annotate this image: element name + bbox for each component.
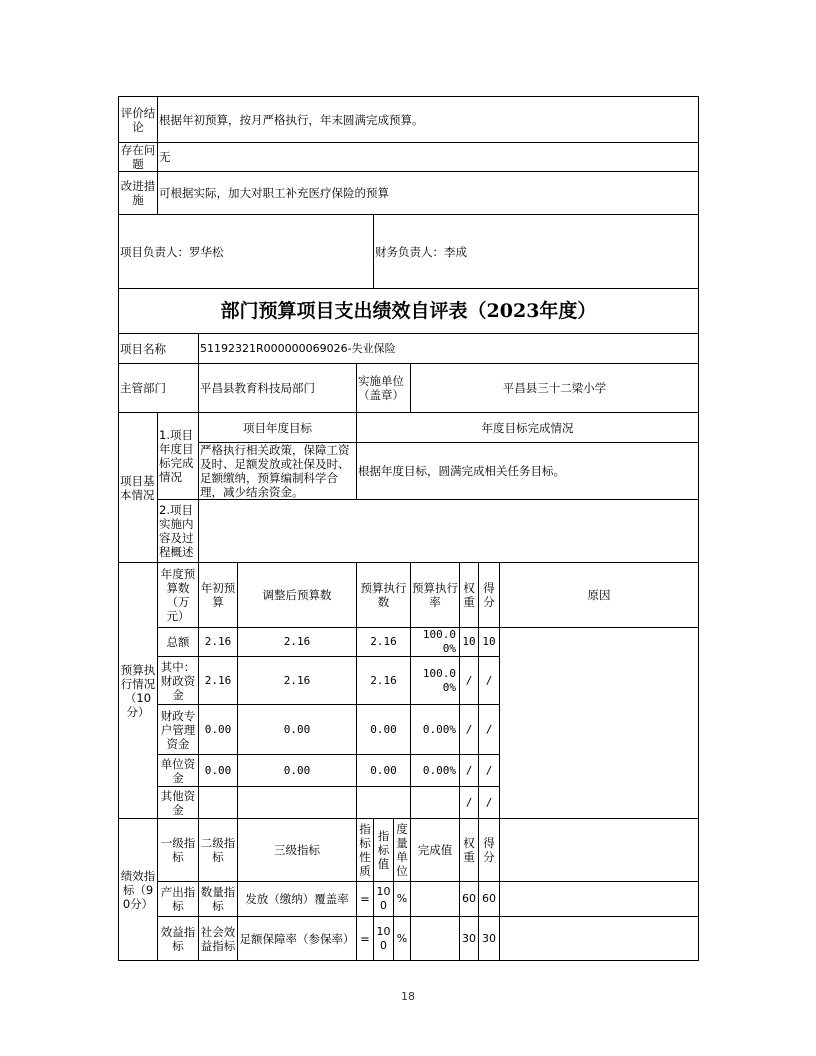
basic-header-row bbox=[119, 413, 699, 443]
budget-row-name: 其他资金 bbox=[158, 787, 199, 819]
perf-done bbox=[411, 882, 460, 917]
budget-adjusted: 2.16 bbox=[238, 657, 357, 705]
perf-header: 权重 bbox=[460, 819, 479, 882]
budget-score: 10 bbox=[479, 628, 500, 657]
perf-header: 得分 bbox=[479, 819, 500, 882]
budget-initial bbox=[199, 787, 238, 819]
budget-header: 预算执行数 bbox=[357, 563, 411, 628]
basic-row1-label: 1.项目年度目标完成情况 bbox=[158, 413, 199, 500]
project-leader: 项目负责人：罗华松 bbox=[119, 215, 374, 289]
conclusion-label: 评价结论 bbox=[119, 97, 158, 143]
perf-row bbox=[119, 917, 699, 961]
budget-rate: 0.00% bbox=[411, 705, 460, 755]
impl-unit-label: 实施单位（盖章） bbox=[357, 364, 411, 413]
perf-nature: = bbox=[357, 882, 374, 917]
perf-unit: % bbox=[394, 917, 411, 961]
perf-l1: 效益指标 bbox=[158, 917, 199, 961]
budget-row-name: 总额 bbox=[158, 628, 199, 657]
perf-unit: % bbox=[394, 882, 411, 917]
budget-header: 得分 bbox=[479, 563, 500, 628]
perf-l2: 社会效益指标 bbox=[199, 917, 238, 961]
perf-weight: 30 bbox=[460, 917, 479, 961]
budget-adjusted: 0.00 bbox=[238, 755, 357, 787]
improve-label: 改进措施 bbox=[119, 172, 158, 215]
budget-adjusted: 2.16 bbox=[238, 628, 357, 657]
budget-row-name: 其中：财政资金 bbox=[158, 657, 199, 705]
budget-header: 年初预算 bbox=[199, 563, 238, 628]
perf-value: 100 bbox=[374, 917, 394, 961]
improve-row bbox=[119, 172, 699, 215]
budget-header: 预算执行率 bbox=[411, 563, 460, 628]
perf-score: 30 bbox=[479, 917, 500, 961]
budget-weight: / bbox=[460, 755, 479, 787]
budget-executed bbox=[357, 787, 411, 819]
perf-done bbox=[411, 917, 460, 961]
perf-header: 完成值 bbox=[411, 819, 460, 882]
budget-row-name: 单位资金 bbox=[158, 755, 199, 787]
budget-weight: / bbox=[460, 705, 479, 755]
title-row bbox=[119, 289, 699, 334]
evaluation-table bbox=[118, 96, 699, 961]
perf-header: 二级指标 bbox=[199, 819, 238, 882]
perf-reason-header bbox=[500, 819, 699, 882]
basic-label: 项目基本情况 bbox=[119, 413, 158, 563]
impl-unit-value: 平昌县三十二梁小学 bbox=[411, 364, 699, 413]
budget-adjusted bbox=[238, 787, 357, 819]
budget-header: 原因 bbox=[500, 563, 699, 628]
perf-header: 指标性质 bbox=[357, 819, 374, 882]
basic-row2-text bbox=[199, 500, 699, 563]
completion-text: 根据年度目标，圆满完成相关任务目标。 bbox=[357, 443, 699, 500]
budget-score: / bbox=[479, 755, 500, 787]
budget-executed: 0.00 bbox=[357, 755, 411, 787]
budget-header-row bbox=[119, 563, 699, 628]
budget-header: 年度预算数（万元） bbox=[158, 563, 199, 628]
budget-header: 调整后预算数 bbox=[238, 563, 357, 628]
goal-header: 项目年度目标 bbox=[199, 413, 357, 443]
budget-weight: 10 bbox=[460, 628, 479, 657]
budget-weight: / bbox=[460, 787, 479, 819]
issues-label: 存在问题 bbox=[119, 143, 158, 172]
budget-rate bbox=[411, 787, 460, 819]
project-name: 51192321R000000069026-失业保险 bbox=[199, 334, 699, 364]
perf-l3: 发放（缴纳）覆盖率 bbox=[238, 882, 357, 917]
perf-l2: 数量指标 bbox=[199, 882, 238, 917]
signature-row bbox=[119, 215, 699, 289]
project-name-label: 项目名称 bbox=[119, 334, 199, 364]
form-title: 部门预算项目支出绩效自评表（2023年度） bbox=[119, 289, 699, 334]
budget-score: / bbox=[479, 787, 500, 819]
budget-rate: 100.00% bbox=[411, 628, 460, 657]
perf-reason bbox=[500, 917, 699, 961]
budget-score: / bbox=[479, 657, 500, 705]
finance-leader: 财务负责人：李成 bbox=[374, 215, 699, 289]
budget-initial: 0.00 bbox=[199, 705, 238, 755]
dept-row bbox=[119, 364, 699, 413]
perf-header: 度量单位 bbox=[394, 819, 411, 882]
perf-nature: = bbox=[357, 917, 374, 961]
budget-header: 权重 bbox=[460, 563, 479, 628]
improve-text: 可根据实际，加大对职工补充医疗保险的预算 bbox=[158, 172, 699, 215]
budget-initial: 2.16 bbox=[199, 628, 238, 657]
dept-value: 平昌县教育科技局部门 bbox=[199, 364, 357, 413]
budget-row bbox=[119, 628, 699, 657]
perf-value: 100 bbox=[374, 882, 394, 917]
perf-header: 一级指标 bbox=[158, 819, 199, 882]
budget-weight: / bbox=[460, 657, 479, 705]
conclusion-row bbox=[119, 97, 699, 143]
budget-executed: 2.16 bbox=[357, 657, 411, 705]
budget-executed: 0.00 bbox=[357, 705, 411, 755]
dept-label: 主管部门 bbox=[119, 364, 199, 413]
perf-header: 三级指标 bbox=[238, 819, 357, 882]
budget-executed: 2.16 bbox=[357, 628, 411, 657]
perf-weight: 60 bbox=[460, 882, 479, 917]
perf-row bbox=[119, 882, 699, 917]
basic-row2 bbox=[119, 500, 699, 563]
perf-header: 指标值 bbox=[374, 819, 394, 882]
budget-rate: 0.00% bbox=[411, 755, 460, 787]
issues-text: 无 bbox=[158, 143, 699, 172]
budget-initial: 0.00 bbox=[199, 755, 238, 787]
issues-row bbox=[119, 143, 699, 172]
completion-header: 年度目标完成情况 bbox=[357, 413, 699, 443]
perf-label: 绩效指标（90分） bbox=[119, 819, 158, 961]
budget-rate: 100.00% bbox=[411, 657, 460, 705]
basic-row2-label: 2.项目实施内容及过程概述 bbox=[158, 500, 199, 563]
basic-goal-row bbox=[119, 443, 699, 500]
goal-text: 严格执行相关政策，保障工资及时、足额发放或社保及时、足额缴纳，预算编制科学合理，减少结余资金。 bbox=[199, 443, 357, 500]
perf-l3: 足额保障率（参保率） bbox=[238, 917, 357, 961]
budget-initial: 2.16 bbox=[199, 657, 238, 705]
conclusion-text: 根据年初预算，按月严格执行，年末圆满完成预算。 bbox=[158, 97, 699, 143]
budget-row-name: 财政专户管理资金 bbox=[158, 705, 199, 755]
budget-score: / bbox=[479, 705, 500, 755]
perf-l1: 产出指标 bbox=[158, 882, 199, 917]
budget-label: 预算执行情况（10分） bbox=[119, 563, 158, 819]
perf-reason bbox=[500, 882, 699, 917]
project-name-row bbox=[119, 334, 699, 364]
budget-reason bbox=[500, 628, 699, 819]
budget-adjusted: 0.00 bbox=[238, 705, 357, 755]
page-number: 18 bbox=[401, 990, 415, 1003]
perf-header-row bbox=[119, 819, 699, 882]
perf-score: 60 bbox=[479, 882, 500, 917]
